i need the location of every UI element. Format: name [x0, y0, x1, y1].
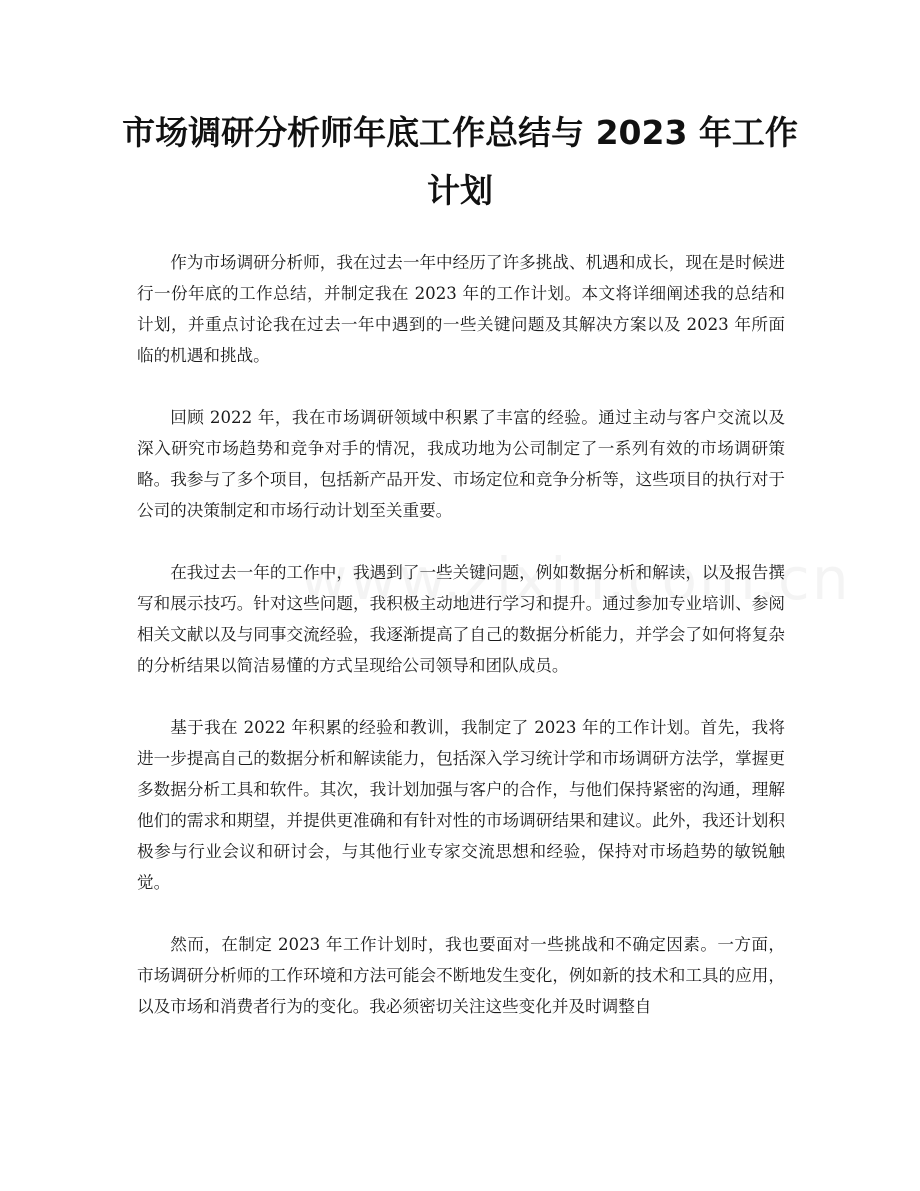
paragraph-1: 作为市场调研分析师，我在过去一年中经历了许多挑战、机遇和成长，现在是时候进行一份年底的工作总结，并制定我在 2023 年的工作计划。本文将详细阐述我的总结和计划，并重点讨论我在过去一年中遇到的一些关键问题及其解决方案以及 2023 年所面临的机遇和挑战。	[137, 253, 785, 365]
document-body	[137, 247, 785, 1053]
paragraph-4: 基于我在 2022 年积累的经验和教训，我制定了 2023 年的工作计划。首先，我将进一步提高自己的数据分析和解读能力，包括深入学习统计学和市场调研方法学，掌握更多数据分析工具和软件。其次，我计划加强与客户的合作，与他们保持紧密的沟通，理解他们的需求和期望，并提供更准确和有针对性的市场调研结果和建议。此外，我还计划积极参与行业会议和研讨会，与其他行业专家交流思想和经验，保持对市场趋势的敏锐触觉。	[137, 718, 785, 892]
paragraph-2: 回顾 2022 年，我在市场调研领域中积累了丰富的经验。通过主动与客户交流以及深入研究市场趋势和竞争对手的情况，我成功地为公司制定了一系列有效的市场调研策略。我参与了多个项目，包括新产品开发、市场定位和竞争分析等，这些项目的执行对于公司的决策制定和市场行动计划至关重要。	[137, 408, 785, 520]
paragraph-5: 然而，在制定 2023 年工作计划时，我也要面对一些挑战和不确定因素。一方面，市场调研分析师的工作环境和方法可能会不断地发生变化，例如新的技术和工具的应用，以及市场和消费者行为的变化。我必须密切关注这些变化并及时调整自	[137, 935, 785, 1016]
paragraph-3: 在我过去一年的工作中，我遇到了一些关键问题，例如数据分析和解读，以及报告撰写和展示技巧。针对这些问题，我积极主动地进行学习和提升。通过参加专业培训、参阅相关文献以及与同事交流经验，我逐渐提高了自己的数据分析能力，并学会了如何将复杂的分析结果以简洁易懂的方式呈现给公司领导和团队成员。	[137, 563, 785, 675]
page-title: 市场调研分析师年底工作总结与 2023 年工作计划	[122, 113, 798, 210]
